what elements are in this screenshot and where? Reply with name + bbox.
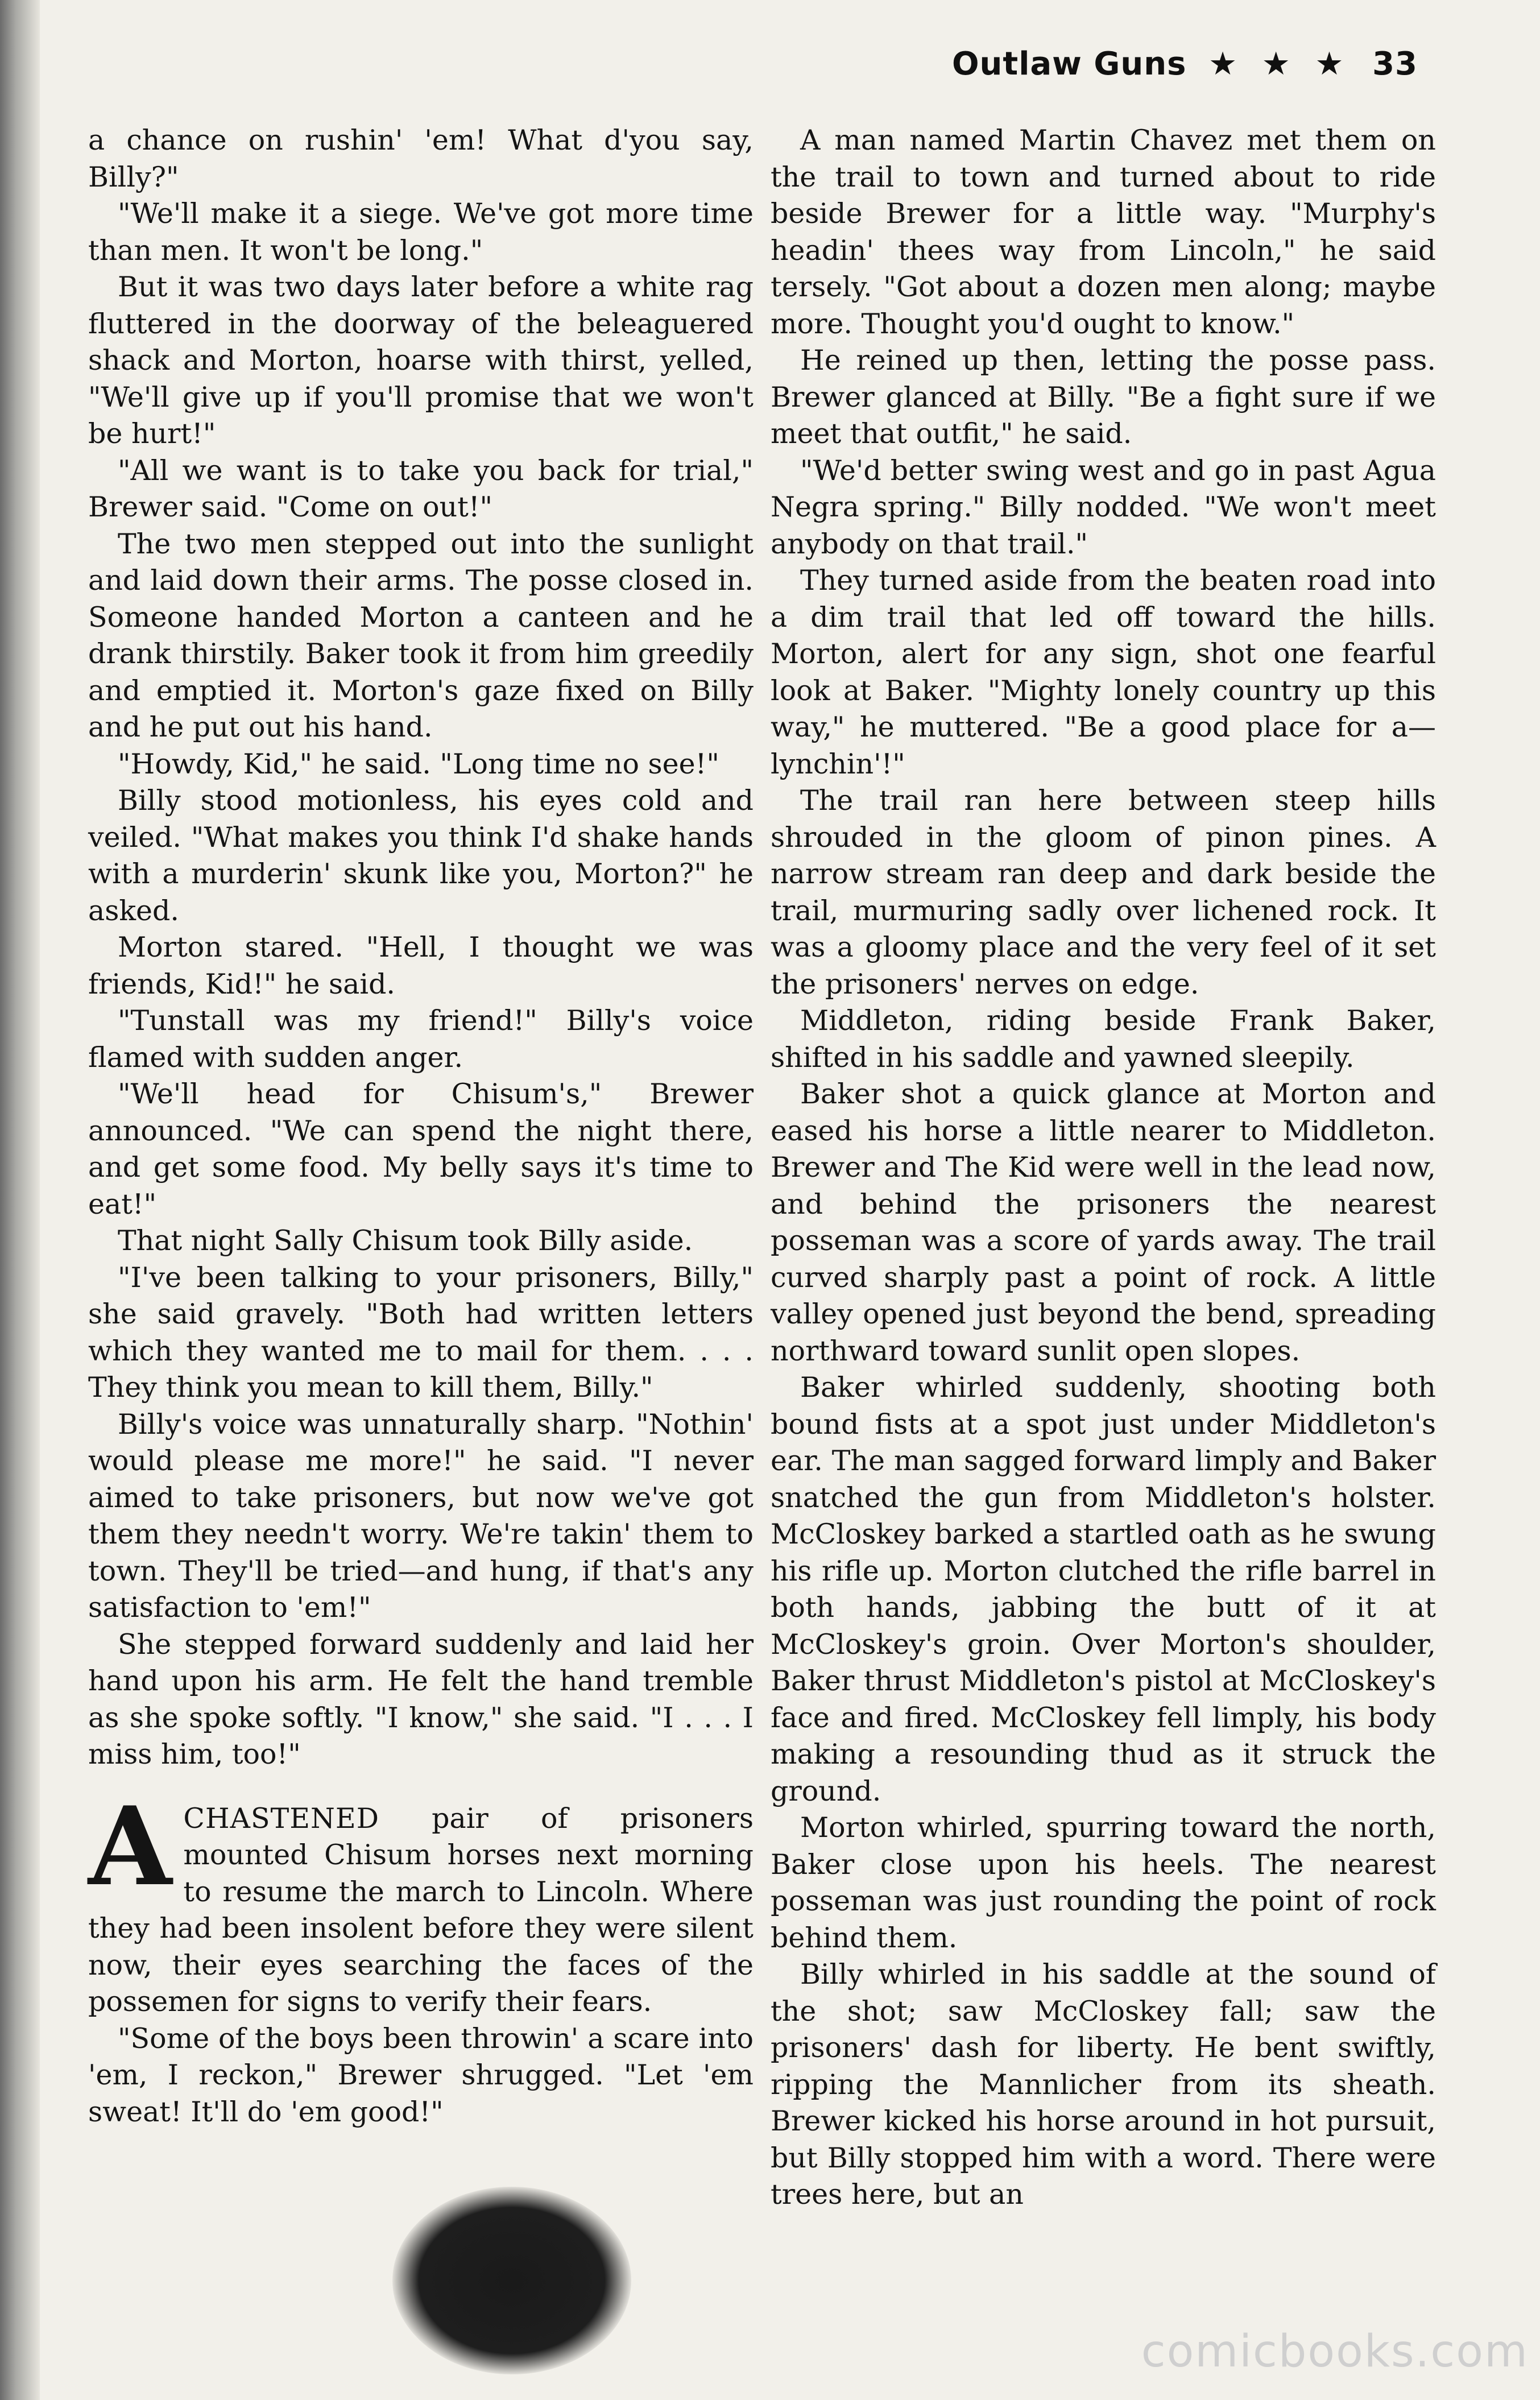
paragraph: She stepped forward suddenly and laid her hand upon his arm. He felt the hand tremble as she spoke softly. "I know," she said. "I . . . I miss him, too!" — [88, 1628, 754, 1770]
drop-cap: A — [88, 1782, 172, 1910]
paragraph: "We'll make it a siege. We've got more time than men. It won't be long." — [88, 197, 754, 267]
left-column — [88, 122, 754, 2130]
paragraph: Morton stared. "Hell, I thought we was friends, Kid!" he said. — [88, 931, 754, 1000]
paragraph: "We'll head for Chisum's," Brewer announced. "We can spend the night there, and get some food. My belly says it's time to eat!" — [88, 1078, 754, 1220]
scan-edge-shadow — [0, 0, 40, 2400]
paragraph: That night Sally Chisum took Billy aside. — [118, 1224, 693, 1257]
header-stars: ★ ★ ★ — [1208, 45, 1351, 82]
paragraph: He reined up then, letting the posse pass. Brewer glanced at Billy. "Be a fight sure if we meet that outfit," he said. — [771, 344, 1436, 450]
paragraph: "Tunstall was my friend!" Billy's voice flamed with sudden anger. — [88, 1004, 754, 1074]
magazine-title: Outlaw Guns — [951, 45, 1187, 82]
paragraph: The two men stepped out into the sunlight and laid down their arms. The posse closed in. Someone handed Morton a canteen and he drank thirstily. Baker took it from him greedily and emptied it. Morton's gaze fixed on Billy and he put out his hand. — [88, 527, 754, 743]
watermark: comicbooks.com — [1141, 2326, 1529, 2377]
paragraph: Morton whirled, spurring toward the north, Baker close upon his heels. The nearest posseman was just rounding the point of rock behind them. — [771, 1811, 1436, 1954]
page-number: 33 — [1372, 45, 1418, 82]
ink-blot-stain — [392, 2187, 631, 2374]
section-text: pair of prisoners mounted Chisum horses next morning to resume the march to Lincoln. Where they had been insolent before they were silent now, their eyes searching the faces of the possemen for signs to verify their fears. — [88, 1802, 754, 2018]
right-column — [771, 122, 1436, 2213]
paragraph: Baker whirled suddenly, shooting both bound fists at a spot just under Middleton's ear. The man sagged forward limply and Baker snatched the gun from Middleton's holster. McCloskey barked a startled oath as he swung his rifle up. Morton clutched the rifle barrel in both hands, jabbing the butt of it at McCloskey's groin. Over Morton's shoulder, Baker thrust Middleton's pistol at McCloskey's face and fired. McCloskey fell limply, his body making a resounding thud as it struck the ground. — [771, 1371, 1436, 1807]
paragraph: a chance on rushin' 'em! What d'you say, Billy?" — [88, 124, 754, 193]
paragraph: "All we want is to take you back for trial," Brewer said. "Come on out!" — [88, 454, 754, 523]
paragraph: "Howdy, Kid," he said. "Long time no see!" — [118, 747, 719, 780]
paragraph: "We'd better swing west and go in past Agua Negra spring." Billy nodded. "We won't meet anybody on that trail." — [771, 454, 1436, 560]
paragraph: Billy's voice was unnaturally sharp. "Nothin' would please me more!" he said. "I never aimed to take prisoners, but now we've got them they needn't worry. We're takin' them to town. They'll be tried—and hung, if that's any satisfaction to 'em!" — [88, 1408, 754, 1624]
paragraph: They turned aside from the beaten road into a dim trail that led off toward the hills. Morton, alert for any sign, shot one fearful look at Baker. "Mighty lonely country up this way," he muttered. "Be a good place for a—lynchin'!" — [771, 564, 1436, 780]
paragraph: Middleton, riding beside Frank Baker, shifted in his saddle and yawned sleepily. — [771, 1004, 1436, 1074]
paragraph: Billy whirled in his saddle at the sound of the shot; saw McCloskey fall; saw the prisoners' dash for liberty. He bent swiftly, ripping the Mannlicher from its sheath. Brewer kicked his horse around in hot pursuit, but Billy stopped him with a word. There were trees here, but an — [771, 1958, 1436, 2211]
paragraph: "I've been talking to your prisoners, Billy," she said gravely. "Both had written letters which they wanted me to mail for them. . . . They think you mean to kill them, Billy." — [88, 1261, 754, 1404]
paragraph: A man named Martin Chavez met them on the trail to town and turned about to ride beside Brewer for a little way. "Murphy's headin' thees way from Lincoln," he said tersely. "Got about a dozen men along; maybe more. Thought you'd ought to know." — [771, 124, 1436, 340]
lead-words: CHASTENED — [183, 1802, 379, 1835]
paragraph: Billy stood motionless, his eyes cold and veiled. "What makes you think I'd shake hands with a murderin' skunk like you, Morton?" he asked. — [88, 784, 754, 927]
paragraph: Baker shot a quick glance at Morton and eased his horse a little nearer to Middleton. Brewer and The Kid were well in the lead now, and behind the prisoners the nearest posseman was a score of yards away. The trail curved sharply past a point of rock. A little valley opened just beyond the bend, spreading northward toward sunlit open slopes. — [771, 1078, 1436, 1367]
paragraph: But it was two days later before a white rag fluttered in the doorway of the beleaguered shack and Morton, hoarse with thirst, yelled, "We'll give up if you'll promise that we won't be hurt!" — [88, 271, 754, 450]
running-header — [952, 45, 1418, 82]
paragraph: The trail ran here between steep hills shrouded in the gloom of pinon pines. A narrow stream ran deep and dark beside the trail, murmuring sadly over lichened rock. It was a gloomy place and the very feel of it set the prisoners' nerves on edge. — [771, 784, 1436, 1000]
paragraph: "Some of the boys been throwin' a scare into 'em, I reckon," Brewer shrugged. "Let 'em sweat! It'll do 'em good!" — [88, 2022, 754, 2128]
section-opening-paragraph — [88, 1782, 754, 2021]
